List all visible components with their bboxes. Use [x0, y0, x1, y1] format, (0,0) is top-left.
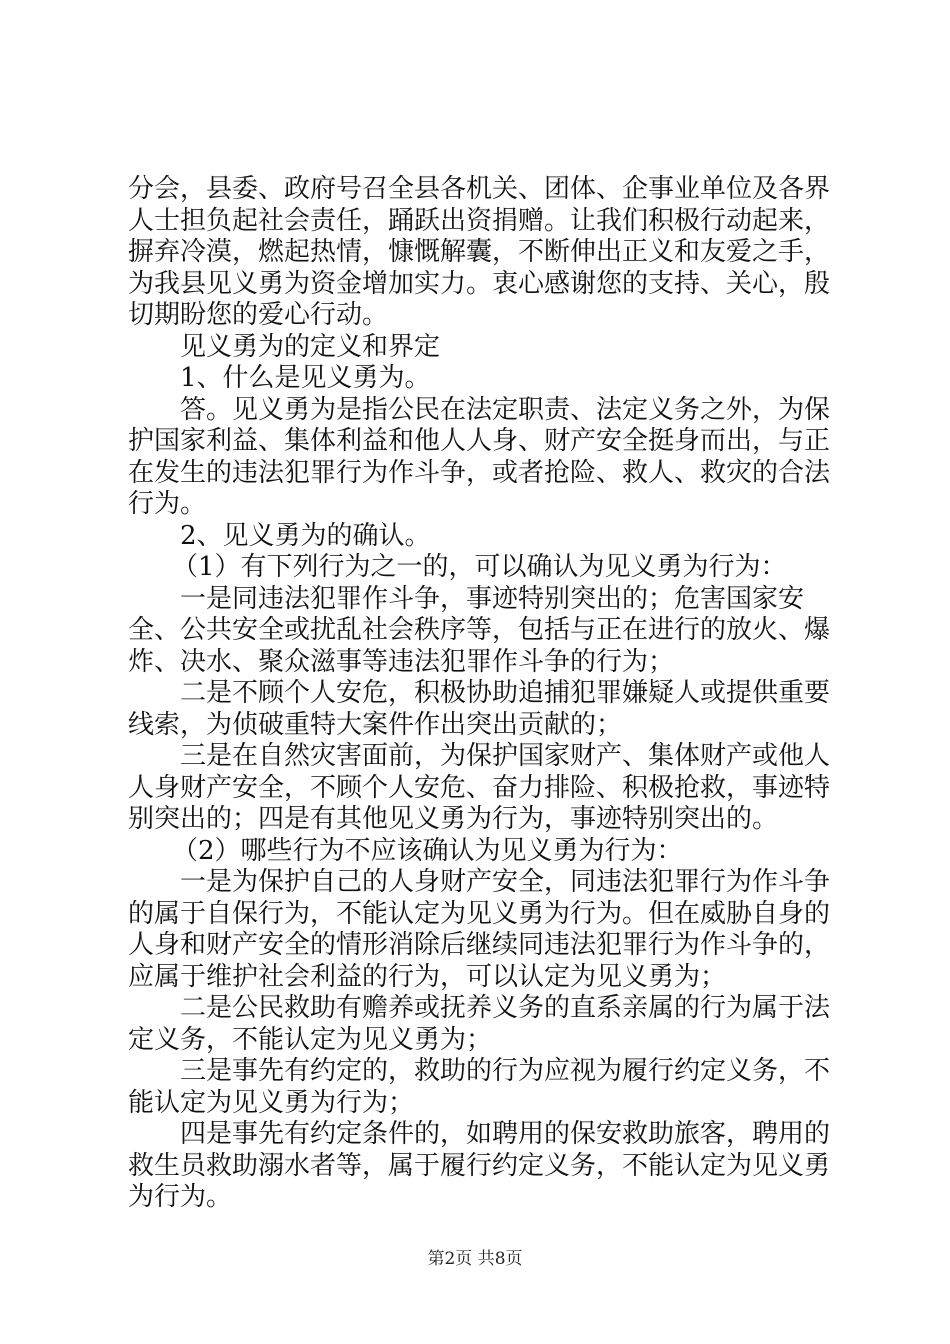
- question-1-heading: 1、什么是见义勇为。: [180, 363, 431, 393]
- paragraph-donation-appeal: 分会，县委、政府号召全县各机关、团体、企事业单位及各界人士担负起社会责任，踊跃出资捐赠。让我们积极行动起来，摒弃冷漠，燃起热情，慷慨解囊，不断伸出正义和友爱之手，为我县见义勇为资金增加实力。衷心感谢您的支持、关心，殷切期盼您的爱心行动。: [128, 174, 831, 330]
- exclusion-3: 三是事先有约定的，救助的行为应视为履行约定义务，不能认定为见义勇为行为；: [128, 1056, 831, 1118]
- answer-definition: 答。见义勇为是指公民在法定职责、法定义务之外，为保护国家利益、集体利益和他人人身、财产安全挺身而出，与正在发生的违法犯罪行为作斗争，或者抢险、救人、救灾的合法行为。: [128, 394, 831, 519]
- subsection-1-heading: （1）有下列行为之一的，可以确认为见义勇为行为：: [172, 552, 787, 582]
- criterion-2: 二是不顾个人安危，积极协助追捕犯罪嫌疑人或提供重要线索，为侦破重特大案件作出突出贡献的；: [128, 678, 831, 740]
- document-body: [128, 174, 848, 1214]
- page-number-footer: 第2页 共8页: [427, 1249, 523, 1269]
- exclusion-1: 一是为保护自己的人身财产安全，同违法犯罪行为作斗争的属于自保行为，不能认定为见义勇为行为。但在威胁自身的人身和财产安全的情形消除后继续同违法犯罪行为作斗争的，应属于维护社会利益的行为，可以认定为见义勇为；: [128, 867, 831, 992]
- section-heading: 见义勇为的定义和界定: [180, 331, 441, 362]
- exclusion-2: 二是公民救助有赡养或抚养义务的直系亲属的行为属于法定义务，不能认定为见义勇为；: [128, 993, 831, 1055]
- question-2-heading: 2、见义勇为的确认。: [180, 520, 431, 551]
- criterion-3-4: 三是在自然灾害面前，为保护国家财产、集体财产或他人人身财产安全，不顾个人安危、奋力排险、积极抢救，事迹特别突出的；四是有其他见义勇为行为，事迹特别突出的。: [128, 741, 831, 834]
- exclusion-4: 四是事先有约定条件的，如聘用的保安救助旅客，聘用的救生员救助溺水者等，属于履行约定义务，不能认定为见义勇为行为。: [128, 1119, 831, 1212]
- subsection-2-heading: （2）哪些行为不应该确认为见义勇为行为：: [172, 835, 683, 866]
- criterion-1: 一是同违法犯罪作斗争，事迹特别突出的；危害国家安全、公共安全或扰乱社会秩序等，包括与正在进行的放火、爆炸、决水、聚众滋事等违法犯罪作斗争的行为；: [128, 583, 831, 677]
